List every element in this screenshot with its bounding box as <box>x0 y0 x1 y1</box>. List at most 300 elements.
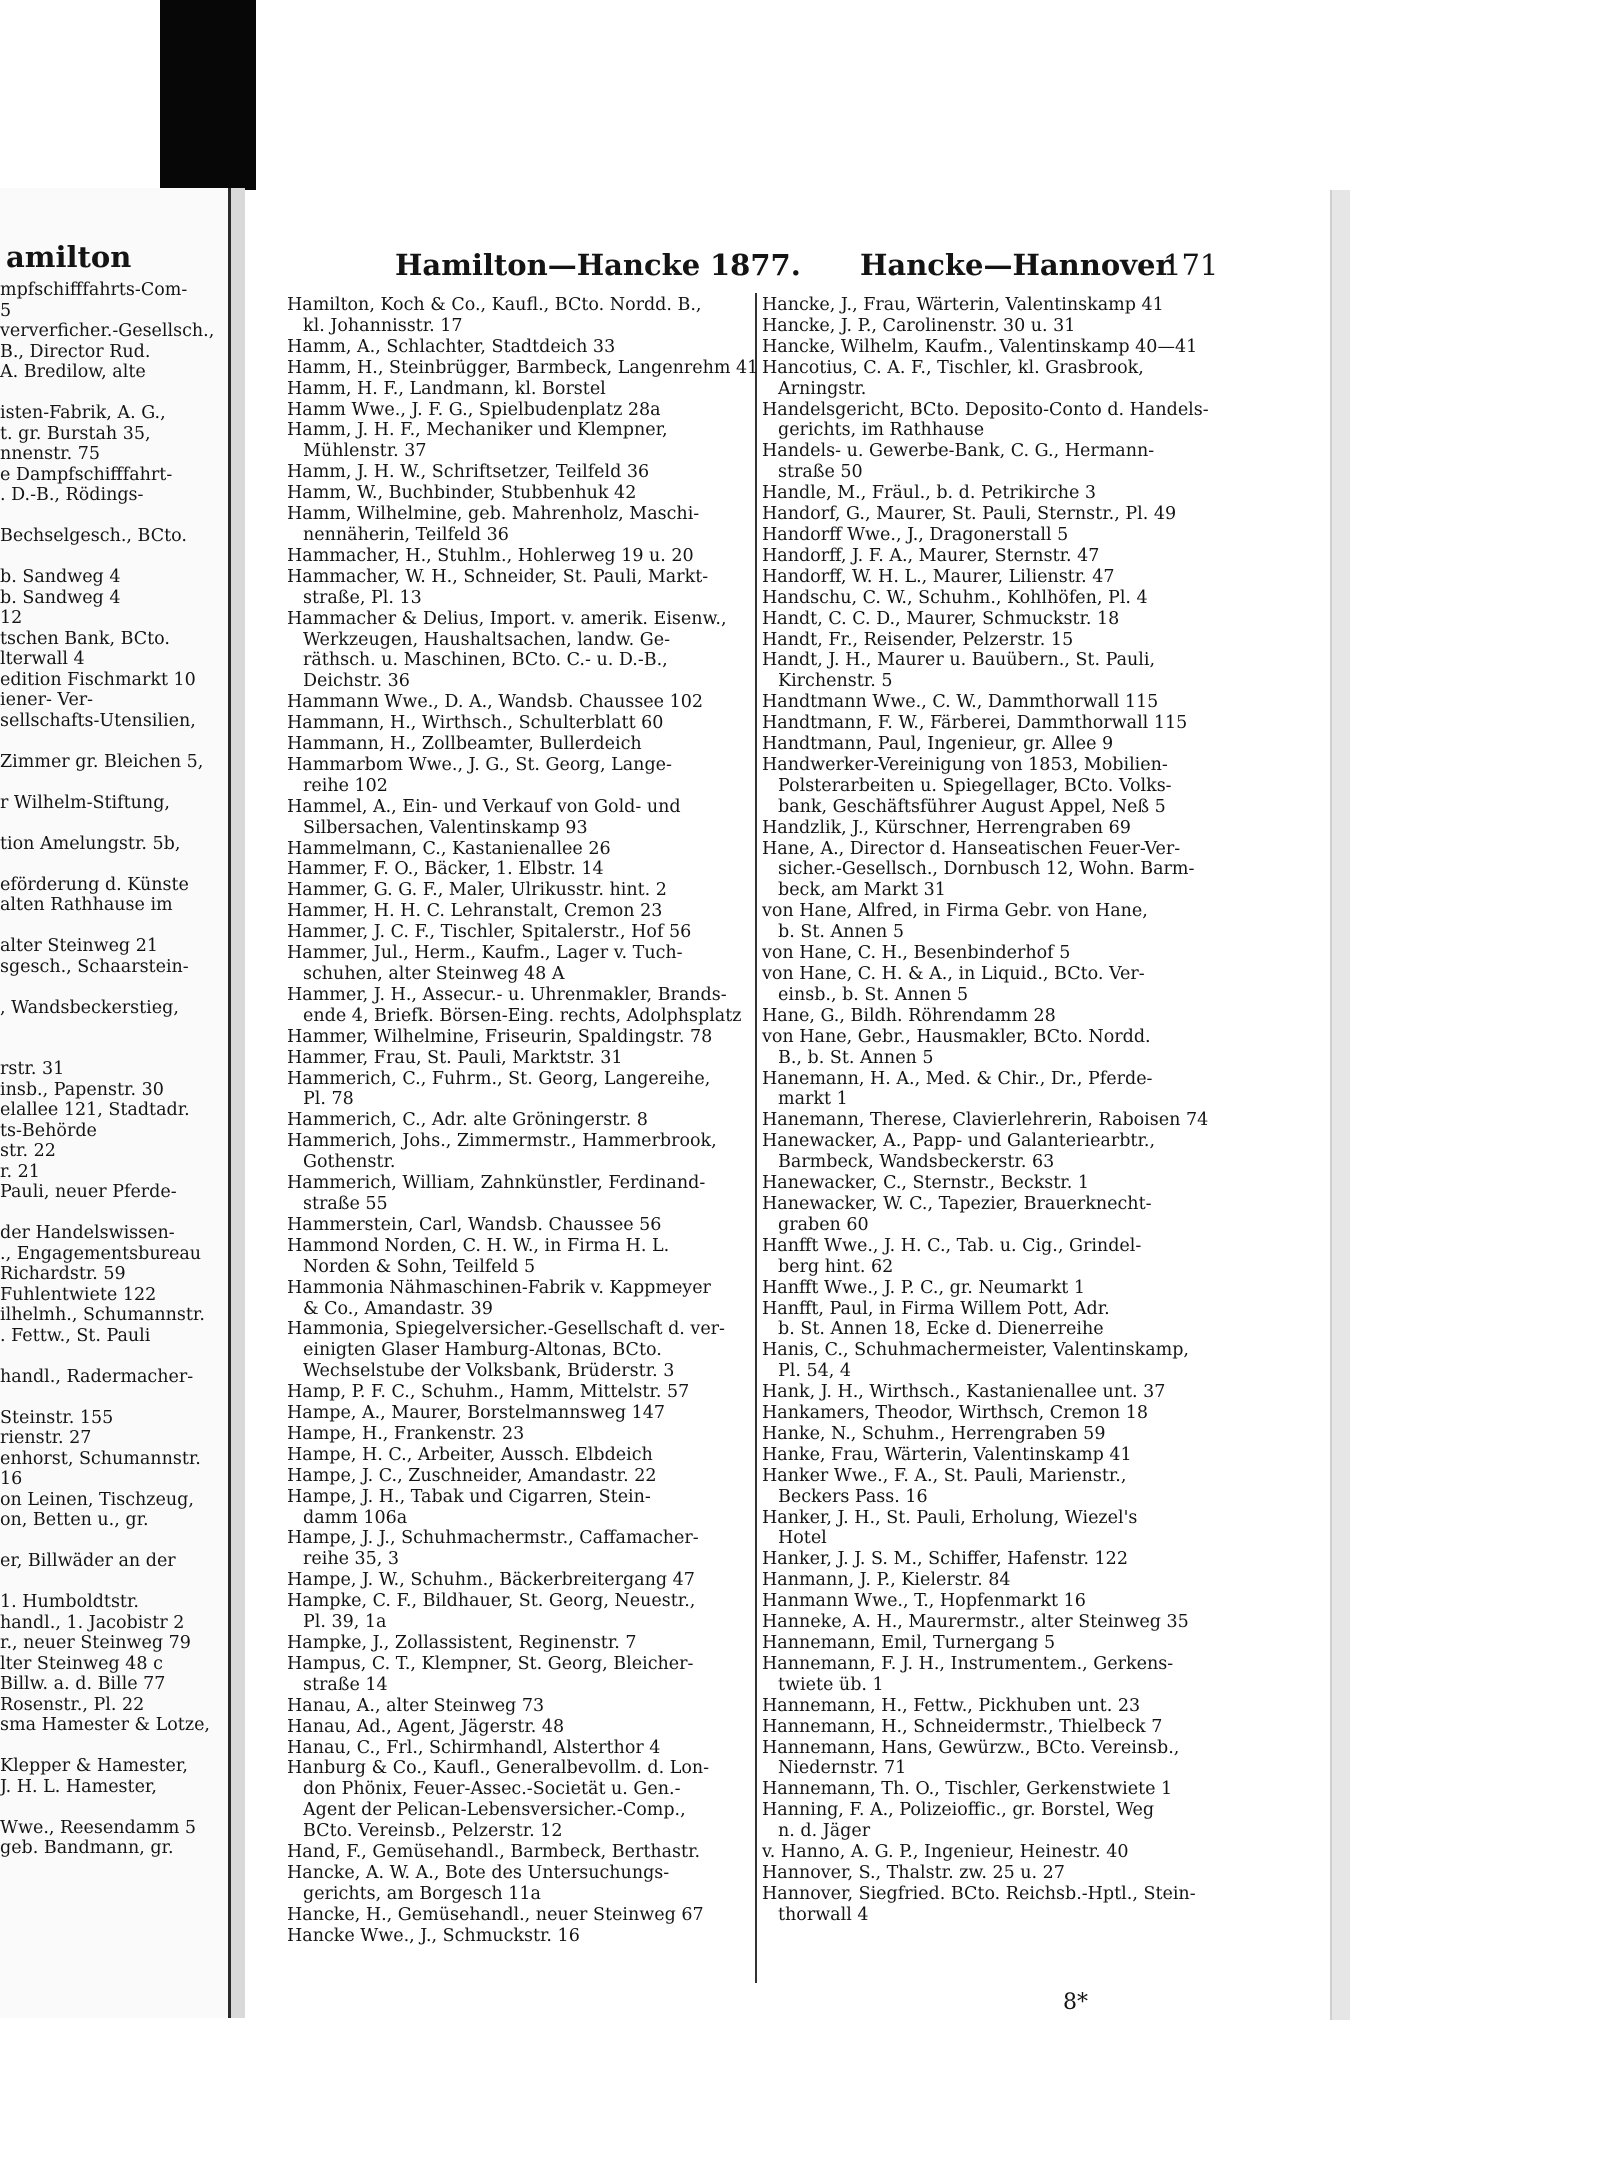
directory-entry <box>762 1069 1327 1111</box>
directory-entry <box>287 1717 749 1738</box>
left-page-line: Richardstr. 59 <box>0 1264 126 1284</box>
entry-continuation: beck, am Markt 31 <box>778 880 946 901</box>
entry-text: Hamm, W., Buchbinder, Stubbenhuk 42 <box>287 483 637 504</box>
directory-entry <box>762 1236 1327 1278</box>
directory-entry <box>762 1738 1327 1780</box>
entry-text: Hanker, J. J. S. M., Schiffer, Hafenstr. 122 <box>762 1549 1128 1570</box>
entry-text: Hancke Wwe., J., Schmuckstr. 16 <box>287 1925 580 1946</box>
left-page-line <box>0 813 228 834</box>
left-page-line <box>0 383 228 404</box>
directory-entry <box>287 504 749 546</box>
directory-entry <box>287 901 749 922</box>
entry-continuation: Pl. 78 <box>303 1089 354 1110</box>
entry-text: Hampe, J. J., Schuhmachermstr., Caffamacher- <box>287 1528 699 1549</box>
directory-entry <box>762 316 1327 337</box>
entry-text: Hanker Wwe., F. A., St. Pauli, Marienstr., <box>762 1465 1127 1486</box>
entry-text: Hampke, C. F., Bildhauer, St. Georg, Neuestr., <box>287 1591 696 1612</box>
left-page-line: t. gr. Burstah 35, <box>0 423 151 444</box>
entry-text: Hampe, J. H., Tabak und Cigarren, Stein- <box>287 1486 651 1507</box>
entry-continuation: gerichts, am Borgesch 11a <box>303 1883 541 1904</box>
directory-entry <box>287 1445 749 1466</box>
left-page-header: amilton <box>6 240 132 274</box>
entry-text: Hammer, Wilhelmine, Friseurin, Spaldingstr. 78 <box>287 1026 713 1047</box>
entry-continuation: Silbersachen, Valentinskamp 93 <box>303 817 588 838</box>
directory-entry <box>762 1884 1327 1926</box>
directory-entry <box>287 797 749 839</box>
entry-continuation: Barmbeck, Wandsbeckerstr. 63 <box>778 1152 1055 1173</box>
directory-entry <box>762 839 1327 902</box>
directory-entry <box>762 525 1327 546</box>
entry-text: Hanmann, J. P., Kielerstr. 84 <box>762 1570 1011 1591</box>
left-page-line: mpfschifffahrts-Com- <box>0 280 188 300</box>
directory-entry <box>762 1006 1327 1027</box>
directory-entry <box>287 1466 749 1487</box>
entry-continuation: reihe 35, 3 <box>303 1549 400 1570</box>
directory-entry <box>287 713 749 734</box>
left-page-line <box>0 916 228 937</box>
left-page-line: e Dampfschifffahrt- <box>0 464 173 485</box>
directory-entry <box>762 588 1327 609</box>
entry-text: Handtmann, F. W., Färberei, Dammthorwall 115 <box>762 713 1188 734</box>
directory-entry <box>287 400 749 421</box>
left-page-line: edition Fischmarkt 10 <box>0 669 196 690</box>
entry-text: Hammer, Jul., Herm., Kaufm., Lager v. Tuch- <box>287 943 683 964</box>
entry-text: Hamm, J. H. F., Mechaniker und Klempner, <box>287 420 668 441</box>
entry-continuation: n. d. Jäger <box>778 1821 871 1842</box>
entry-text: Hancotius, C. A. F., Tischler, kl. Grasbrook, <box>762 357 1144 378</box>
entry-text: Hammer, J. H., Assecur.- u. Uhrenmakler, Brands- <box>287 984 727 1005</box>
entry-text: Hanfft Wwe., J. P. C., gr. Neumarkt 1 <box>762 1277 1086 1298</box>
entry-text: Hanewacker, A., Papp- und Galanteriearbtr., <box>762 1131 1156 1152</box>
entry-text: Hamm Wwe., J. F. G., Spielbudenplatz 28a <box>287 399 661 420</box>
entry-text: Hamm, Wilhelmine, geb. Mahrenholz, Maschi- <box>287 504 700 525</box>
left-page-line: ., Engagementsbureau <box>0 1243 202 1264</box>
entry-text: Hanfft Wwe., J. H. C., Tab. u. Cig., Grindel- <box>762 1235 1142 1256</box>
entry-text: Hammacher, H., Stuhlm., Hohlerweg 19 u. 20 <box>287 545 694 566</box>
directory-entry <box>762 630 1327 651</box>
entry-text: Handle, M., Fräul., b. d. Petrikirche 3 <box>762 483 1097 504</box>
left-page-line: . Fettw., St. Pauli <box>0 1325 151 1346</box>
entry-text: von Hane, Gebr., Hausmakler, BCto. Nordd. <box>762 1026 1151 1047</box>
left-page-line: Wwe., Reesendamm 5 <box>0 1817 197 1838</box>
directory-entry <box>287 462 749 483</box>
entry-continuation: twiete üb. 1 <box>778 1674 884 1695</box>
directory-entry <box>287 1758 749 1842</box>
entry-text: Handorff, W. H. L., Maurer, Lilienstr. 47 <box>762 566 1115 587</box>
left-page-line: ververficher.-Gesellsch., <box>0 321 215 341</box>
directory-entry <box>287 1131 749 1173</box>
left-page-line: Klepper & Hamester, <box>0 1756 188 1776</box>
directory-entry <box>287 483 749 504</box>
entry-continuation: gerichts, im Rathhause <box>778 420 985 441</box>
header-range-left: Hamilton—Hancke <box>395 248 701 282</box>
entry-continuation: Norden & Sohn, Teilfeld 5 <box>303 1256 536 1277</box>
entry-text: Hampke, J., Zollassistent, Reginenstr. 7 <box>287 1633 637 1653</box>
left-page-line <box>0 1346 228 1367</box>
directory-entry <box>287 859 749 880</box>
left-page-line: handl., Radermacher- <box>0 1366 194 1387</box>
directory-entry <box>762 546 1327 567</box>
directory-entry <box>762 567 1327 588</box>
entry-text: Hane, G., Bildh. Röhrendamm 28 <box>762 1005 1056 1026</box>
entry-text: Hancke, Wilhelm, Kaufm., Valentinskamp 40—41 <box>762 336 1198 357</box>
left-page-line: handl., 1. Jacobistr 2 <box>0 1612 185 1633</box>
entry-text: Hampe, A., Maurer, Borstelmannsweg 147 <box>287 1403 665 1424</box>
entry-continuation: bank, Geschäftsführer August Appel, Neß 5 <box>778 796 1166 817</box>
directory-entry <box>287 1382 749 1403</box>
entry-continuation: Hotel <box>778 1528 827 1549</box>
left-page-line <box>0 1572 228 1593</box>
entry-text: Hanewacker, W. C., Tapezier, Brauerknecht- <box>762 1193 1152 1214</box>
directory-entry <box>762 1194 1327 1236</box>
entry-text: Hand, F., Gemüsehandl., Barmbeck, Berthastr. <box>287 1842 701 1863</box>
directory-entry <box>287 1863 749 1905</box>
left-page-line <box>0 506 228 527</box>
entry-continuation: sicher.-Gesellsch., Dornbusch 12, Wohn. Barm- <box>778 859 1195 880</box>
entry-text: Hammerich, C., Fuhrm., St. Georg, Langereihe, <box>287 1068 711 1089</box>
entry-continuation: Agent der Pelican-Lebensversicher.-Comp., <box>303 1800 686 1821</box>
directory-entry <box>762 1863 1327 1884</box>
entry-text: Hanker, J. H., St. Pauli, Erholung, Wiezel's <box>762 1507 1138 1528</box>
entry-continuation: thorwall 4 <box>778 1904 869 1925</box>
left-page-line: tion Amelungstr. 5b, <box>0 833 181 854</box>
entry-continuation: Wechselstube der Volksbank, Brüderstr. 3 <box>303 1361 675 1382</box>
directory-entry <box>762 1299 1327 1341</box>
left-page-line: nnenstr. 75 <box>0 444 101 464</box>
entry-text: Hanfft, Paul, in Firma Willem Pott, Adr. <box>762 1298 1110 1319</box>
left-page-line <box>0 1387 228 1408</box>
entry-text: Hammer, H. H. C. Lehranstalt, Cremon 23 <box>287 901 663 922</box>
left-page-line <box>0 547 228 568</box>
entry-text: Hammond Norden, C. H. W., in Firma H. L. <box>287 1235 670 1256</box>
entry-continuation: damm 106a <box>303 1507 408 1528</box>
entry-text: Hammer, G. G. F., Maler, Ulrikusstr. hint. 2 <box>287 880 667 901</box>
directory-entry <box>762 650 1327 692</box>
left-page-lines <box>0 280 228 1859</box>
entry-text: Hamm, A., Schlachter, Stadtdeich 33 <box>287 336 616 357</box>
entry-text: Hane, A., Director d. Hanseatischen Feuer-Ver- <box>762 838 1181 859</box>
directory-entry <box>762 1403 1327 1424</box>
directory-entry <box>762 755 1327 818</box>
entry-text: Hanis, C., Schuhmachermeister, Valentinskamp, <box>762 1340 1189 1361</box>
entry-text: Hamp, P. F. C., Schuhm., Hamm, Mittelstr. 57 <box>287 1382 690 1403</box>
entry-text: v. Hanno, A. G. P., Ingenieur, Heinestr. 40 <box>762 1842 1129 1863</box>
entry-text: Hampe, J. C., Zuschneider, Amandastr. 22 <box>287 1465 657 1486</box>
entry-text: Hammerstein, Carl, Wandsb. Chaussee 56 <box>287 1214 662 1235</box>
entry-text: Hammelmann, C., Kastanienallee 26 <box>287 838 611 859</box>
left-page-line <box>0 1039 228 1060</box>
entry-text: Hannemann, H., Schneidermstr., Thielbeck 7 <box>762 1716 1163 1737</box>
directory-entry <box>762 1779 1327 1800</box>
directory-entry <box>287 1633 749 1654</box>
entry-text: Hanburg & Co., Kaufl., Generalbevollm. d. Lon- <box>287 1758 710 1779</box>
left-page-line: r., neuer Steinweg 79 <box>0 1633 191 1653</box>
directory-entry <box>762 1131 1327 1173</box>
entry-text: Hammarbom Wwe., J. G., St. Georg, Lange- <box>287 754 672 775</box>
entries-column-right <box>762 295 1327 1926</box>
entry-continuation: Pl. 39, 1a <box>303 1612 387 1633</box>
left-page-line: elallee 121, Stadtadr. <box>0 1100 190 1120</box>
entry-continuation: Pl. 54, 4 <box>778 1361 852 1382</box>
entry-text: Hanke, N., Schuhm., Herrengraben 59 <box>762 1423 1106 1444</box>
left-page-line <box>0 854 228 875</box>
directory-entry <box>762 713 1327 734</box>
left-page-line: ts-Behörde <box>0 1120 97 1141</box>
directory-entry <box>762 1027 1327 1069</box>
left-page-line: tschen Bank, BCto. <box>0 628 170 649</box>
entry-text: von Hane, C. H. & A., in Liquid., BCto. Ver- <box>762 964 1145 984</box>
header-range-right: Hancke—Hannover <box>860 248 1171 282</box>
left-page-line: , Wandsbeckerstieg, <box>0 997 179 1018</box>
left-page-line: lter Steinweg 48 c <box>0 1653 163 1674</box>
entry-text: Hamm, H., Steinbrügger, Barmbeck, Langenrehm 41 <box>287 357 759 378</box>
entry-continuation: B., b. St. Annen 5 <box>778 1047 934 1068</box>
left-page-line: on Leinen, Tischzeug, <box>0 1489 194 1510</box>
entry-text: Hammel, A., Ein- und Verkauf von Gold- und <box>287 796 681 817</box>
entry-text: Hannemann, Th. O., Tischler, Gerkenstwiete 1 <box>762 1779 1173 1800</box>
left-page-line: sgesch., Schaarstein- <box>0 956 189 977</box>
directory-entry <box>762 1570 1327 1591</box>
header-year: 1877. <box>710 248 801 282</box>
entry-text: Hank, J. H., Wirthsch., Kastanienallee unt. 37 <box>762 1382 1166 1403</box>
entry-text: Hammer, Frau, St. Pauli, Marktstr. 31 <box>287 1047 623 1068</box>
entry-text: Hammacher, W. H., Schneider, St. Pauli, Markt- <box>287 566 709 587</box>
entry-text: Hancke, J., Frau, Wärterin, Valentinskamp 41 <box>762 295 1164 315</box>
entry-text: Hammann Wwe., D. A., Wandsb. Chaussee 102 <box>287 692 703 713</box>
directory-entry <box>287 1110 749 1131</box>
directory-entry <box>762 441 1327 483</box>
running-header <box>245 248 1330 284</box>
directory-entry <box>287 692 749 713</box>
directory-entry <box>287 420 749 462</box>
entry-text: Hammonia, Spiegelversicher.-Gesellschaft d. ver- <box>287 1319 725 1340</box>
left-page-line: Zimmer gr. Bleichen 5, <box>0 751 204 772</box>
directory-entry <box>287 880 749 901</box>
left-page-line: . D.-B., Rödings- <box>0 485 144 505</box>
directory-entry <box>762 483 1327 504</box>
entry-text: Hammerich, Johs., Zimmermstr., Hammerbrook, <box>287 1131 717 1152</box>
left-page-line: b. Sandweg 4 <box>0 587 121 608</box>
page-edge <box>1330 190 1350 2020</box>
entry-text: Handt, J. H., Maurer u. Bauübern., St. Pauli, <box>762 650 1156 671</box>
entry-text: Handels- u. Gewerbe-Bank, C. G., Hermann- <box>762 441 1155 462</box>
directory-entry <box>287 1278 749 1320</box>
entry-continuation: straße 14 <box>303 1674 388 1695</box>
left-page-line: geb. Bandmann, gr. <box>0 1838 174 1858</box>
directory-entry <box>287 567 749 609</box>
entry-text: Hammonia Nähmaschinen-Fabrik v. Kappmeyer <box>287 1277 711 1298</box>
entry-text: Hanemann, H. A., Med. & Chir., Dr., Pferde- <box>762 1068 1153 1089</box>
entry-text: Hannemann, H., Fettw., Pickhuben unt. 23 <box>762 1695 1141 1716</box>
directory-entry <box>762 1800 1327 1842</box>
entry-text: von Hane, Alfred, in Firma Gebr. von Hane, <box>762 901 1148 922</box>
entry-text: Handwerker-Vereinigung von 1853, Mobilien- <box>762 754 1168 775</box>
left-page-line: Bechselgesch., BCto. <box>0 526 187 546</box>
directory-entry <box>287 1069 749 1111</box>
entry-text: Handt, C. C. D., Maurer, Schmuckstr. 18 <box>762 608 1120 629</box>
entry-text: Hammer, J. C. F., Tischler, Spitalerstr., Hof 56 <box>287 922 692 943</box>
directory-entry <box>287 1654 749 1696</box>
left-page-line: lterwall 4 <box>0 649 85 669</box>
directory-entry <box>287 734 749 755</box>
left-page-line: Billw. a. d. Bille 77 <box>0 1674 166 1694</box>
left-page-line: Steinstr. 155 <box>0 1407 114 1428</box>
entry-continuation: markt 1 <box>778 1089 848 1110</box>
directory-entry <box>762 943 1327 964</box>
directory-entry <box>287 1487 749 1529</box>
directory-entry <box>762 504 1327 525</box>
entry-text: Hampe, H. C., Arbeiter, Aussch. Elbdeich <box>287 1444 653 1465</box>
left-page-line: 1. Humboldtstr. <box>0 1592 139 1612</box>
directory-entry <box>762 609 1327 630</box>
entry-text: Hannemann, Emil, Turnergang 5 <box>762 1633 1056 1653</box>
entry-text: von Hane, C. H., Besenbinderhof 5 <box>762 943 1071 964</box>
directory-entry <box>762 1591 1327 1612</box>
entry-text: Hanau, C., Frl., Schirmhandl, Alsterthor 4 <box>287 1737 661 1758</box>
entry-text: Handschu, C. W., Schuhm., Kohlhöfen, Pl. 4 <box>762 587 1148 608</box>
page-gutter <box>231 188 245 2018</box>
left-page-line: r. 21 <box>0 1161 40 1182</box>
directory-entry <box>287 609 749 693</box>
directory-entry <box>287 1926 749 1947</box>
entry-text: Handorf, G., Maurer, St. Pauli, Sternstr., Pl. 49 <box>762 504 1177 525</box>
entry-continuation: reihe 102 <box>303 775 388 796</box>
directory-entry <box>287 1403 749 1424</box>
directory-entry <box>287 1738 749 1759</box>
entry-text: Hanewacker, C., Sternstr., Beckstr. 1 <box>762 1173 1090 1194</box>
entry-text: Hanemann, Therese, Clavierlehrerin, Raboisen 74 <box>762 1110 1209 1131</box>
entry-text: Hampe, J. W., Schuhm., Bäckerbreitergang 47 <box>287 1570 695 1591</box>
entry-text: Hannover, S., Thalstr. zw. 25 u. 27 <box>762 1862 1065 1883</box>
left-page-line <box>0 772 228 793</box>
directory-entry <box>287 922 749 943</box>
entry-text: Hanning, F. A., Polizeioffic., gr. Borstel, Weg <box>762 1800 1155 1821</box>
left-page-line: iener- Ver- <box>0 690 94 710</box>
entry-continuation: straße 55 <box>303 1193 388 1214</box>
left-page-line: alten Rathhause im <box>0 895 173 915</box>
entry-continuation: Mühlenstr. 37 <box>303 441 427 462</box>
entry-text: Hannemann, Hans, Gewürzw., BCto. Vereinsb., <box>762 1737 1180 1758</box>
directory-entry <box>762 1508 1327 1550</box>
entry-continuation: Niedernstr. 71 <box>778 1758 907 1779</box>
directory-entry <box>287 1696 749 1717</box>
directory-entry <box>287 1048 749 1069</box>
entry-text: Hammacher & Delius, Import. v. amerik. Eisenw., <box>287 608 727 629</box>
directory-entry <box>762 1424 1327 1445</box>
directory-entry <box>287 1570 749 1591</box>
entry-continuation: räthsch. u. Maschinen, BCto. C.- u. D.-B., <box>303 650 668 671</box>
directory-entry <box>287 1424 749 1445</box>
left-page-line: Pauli, neuer Pferde- <box>0 1182 177 1202</box>
entry-text: Hannemann, F. J. H., Instrumentem., Gerkens- <box>762 1653 1174 1674</box>
entry-text: Hammann, H., Wirthsch., Schulterblatt 60 <box>287 713 664 734</box>
entry-text: Hannover, Siegfried. BCto. Reichsb.-Hptl., Stein- <box>762 1883 1196 1904</box>
page-number: 171 <box>1163 248 1219 282</box>
left-page-line: b. Sandweg 4 <box>0 567 121 587</box>
directory-entry <box>762 1717 1327 1738</box>
entry-continuation: graben 60 <box>778 1214 869 1235</box>
directory-entry <box>762 1654 1327 1696</box>
scan-top-binding <box>160 0 256 195</box>
entry-text: Hammer, F. O., Bäcker, 1. Elbstr. 14 <box>287 859 604 880</box>
left-page-line: 5 <box>0 300 12 321</box>
entry-text: Handorff Wwe., J., Dragonerstall 5 <box>762 524 1069 545</box>
entry-text: Hankamers, Theodor, Wirthsch, Cremon 18 <box>762 1403 1149 1424</box>
directory-entry <box>287 1319 749 1382</box>
directory-entry <box>287 295 749 337</box>
entry-continuation: schuhen, alter Steinweg 48 A <box>303 964 565 984</box>
left-page-line: 12 <box>0 608 23 628</box>
entry-continuation: Arningstr. <box>778 378 867 399</box>
entry-text: Handzlik, J., Kürschner, Herrengraben 69 <box>762 817 1131 838</box>
directory-entry <box>762 1382 1327 1403</box>
directory-entry <box>287 1528 749 1570</box>
directory-entry <box>762 901 1327 943</box>
entry-text: Hamm, H. F., Landmann, kl. Borstel <box>287 378 606 399</box>
entry-text: Hammann, H., Zollbeamter, Bullerdeich <box>287 734 642 755</box>
entry-continuation: straße, Pl. 13 <box>303 587 422 608</box>
directory-entry <box>762 400 1327 442</box>
directory-entry <box>287 1236 749 1278</box>
entries-column-left <box>287 295 759 1947</box>
entry-continuation: einigten Glaser Hamburg-Altonas, BCto. <box>303 1340 662 1361</box>
entry-text: Hanke, Frau, Wärterin, Valentinskamp 41 <box>762 1444 1132 1465</box>
directory-entry <box>762 1110 1327 1131</box>
directory-entry <box>287 1842 749 1863</box>
entry-continuation: don Phönix, Feuer-Assec.-Societät u. Gen.- <box>303 1779 681 1800</box>
directory-entry <box>762 1612 1327 1633</box>
left-page-line: on, Betten u., gr. <box>0 1510 149 1530</box>
entry-continuation: Polsterarbeiten u. Spiegellager, BCto. Volks- <box>778 775 1172 796</box>
entry-continuation: Werkzeugen, Haushaltsachen, landw. Ge- <box>303 629 670 650</box>
left-page-line <box>0 1018 228 1039</box>
left-page-line: alter Steinweg 21 <box>0 936 158 956</box>
entry-continuation: Kirchenstr. 5 <box>778 671 893 692</box>
directory-entry <box>287 985 749 1027</box>
directory-entry <box>762 734 1327 755</box>
left-page-line: sma Hamester & Lotze, <box>0 1715 210 1735</box>
entry-continuation: b. St. Annen 18, Ecke d. Dienerreihe <box>778 1319 1104 1340</box>
left-page-line: er, Billwäder an der <box>0 1551 176 1571</box>
left-page-line: r Wilhelm-Stiftung, <box>0 792 170 813</box>
left-page-line: eförderung d. Künste <box>0 874 189 895</box>
directory-entry <box>762 1340 1327 1382</box>
left-page-line: isten-Fabrik, A. G., <box>0 403 166 423</box>
directory-entry <box>287 755 749 797</box>
signature-mark: 8* <box>1063 1990 1088 2015</box>
entry-text: Hampe, H., Frankenstr. 23 <box>287 1423 525 1444</box>
entry-text: Hanmann Wwe., T., Hopfenmarkt 16 <box>762 1591 1086 1612</box>
entry-continuation: BCto. Vereinsb., Pelzerstr. 12 <box>303 1821 563 1842</box>
entry-continuation: Beckers Pass. 16 <box>778 1486 928 1507</box>
entry-text: Hampus, C. T., Klempner, St. Georg, Bleicher- <box>287 1653 694 1674</box>
directory-entry <box>762 1466 1327 1508</box>
column-divider <box>755 293 757 1983</box>
entry-text: Hanau, A., alter Steinweg 73 <box>287 1695 545 1716</box>
left-page-line: Fuhlentwiete 122 <box>0 1284 157 1305</box>
directory-entry <box>762 692 1327 713</box>
entry-continuation: straße 50 <box>778 462 863 483</box>
directory-entry <box>762 1696 1327 1717</box>
directory-entry <box>287 1905 749 1926</box>
directory-entry <box>287 1591 749 1633</box>
entry-text: Hanneke, A. H., Maurermstr., alter Steinweg 35 <box>762 1612 1189 1633</box>
directory-entry <box>287 943 749 985</box>
left-page-line: str. 22 <box>0 1141 56 1161</box>
entry-continuation: & Co., Amandastr. 39 <box>303 1298 493 1319</box>
entry-text: Hancke, H., Gemüsehandl., neuer Steinweg 67 <box>287 1904 704 1925</box>
entry-continuation: berg hint. 62 <box>778 1256 894 1277</box>
